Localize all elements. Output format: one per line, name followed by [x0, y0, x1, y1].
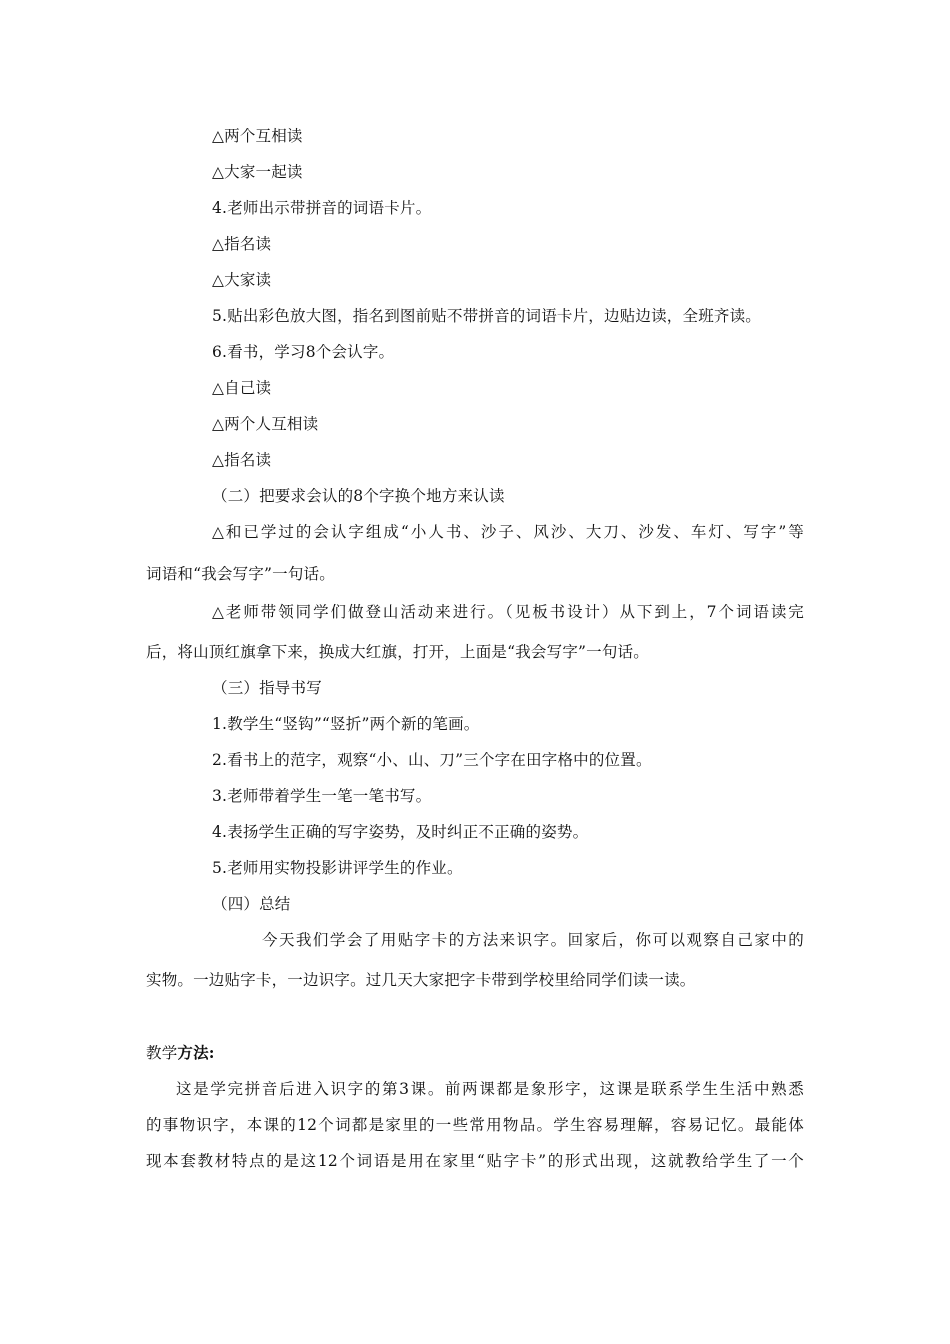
text-line: △指名读	[212, 235, 272, 253]
text-line: △自己读	[212, 379, 272, 397]
text-line: △指名读	[212, 451, 272, 469]
section-heading: （三）指导书写	[212, 679, 322, 697]
text-line: 的事物识字，本课的12个词都是家里的一些常用物品。学生容易理解，容易记忆。最能体	[146, 1116, 804, 1134]
text-line: 今天我们学会了用贴字卡的方法来识字。回家后，你可以观察自己家中的	[262, 931, 804, 949]
text-line: 现本套教材特点的是这12个词语是用在家里“贴字卡”的形式出现，这就教给学生了一个	[146, 1152, 804, 1170]
text-line: △老师带领同学们做登山活动来进行。（见板书设计）从下到上，7个词语读完	[212, 603, 804, 621]
text-line: 词语和“我会写字”一句话。	[146, 565, 335, 583]
text-line: △两个人互相读	[212, 415, 319, 433]
section-heading: （二）把要求会认的8个字换个地方来认读	[212, 487, 505, 505]
text-line: 实物。一边贴字卡，一边识字。过几天大家把字卡带到学校里给同学们读一读。	[146, 971, 696, 989]
text-line: 4.老师出示带拼音的词语卡片。	[212, 199, 432, 217]
method-heading-bold: 方法:	[177, 1043, 215, 1062]
text-line: 2.看书上的范字，观察“小、山、刀”三个字在田字格中的位置。	[212, 751, 652, 769]
method-heading	[146, 1043, 215, 1063]
text-line: △和已学过的会认字组成“小人书、沙子、风沙、大刀、沙发、车灯、写字”等	[212, 523, 804, 541]
section-heading: （四）总结	[212, 895, 291, 913]
text-line: 这是学完拼音后进入识字的第3课。前两课都是象形字，这课是联系学生生活中熟悉	[176, 1080, 804, 1098]
method-heading-normal: 教学	[146, 1044, 178, 1062]
text-line: 1.教学生“竖钩”“竖折”两个新的笔画。	[212, 715, 480, 733]
text-line: 后，将山顶红旗拿下来，换成大红旗，打开，上面是“我会写字”一句话。	[146, 643, 649, 661]
text-line: △大家读	[212, 271, 272, 289]
text-line: △两个互相读	[212, 127, 303, 145]
text-line: 5.老师用实物投影讲评学生的作业。	[212, 859, 463, 877]
text-line: 4.表扬学生正确的写字姿势，及时纠正不正确的姿势。	[212, 823, 589, 841]
text-line: 6.看书，学习8个会认字。	[212, 343, 395, 361]
text-line: 3.老师带着学生一笔一笔书写。	[212, 787, 432, 805]
text-line: 5.贴出彩色放大图，指名到图前贴不带拼音的词语卡片，边贴边读，全班齐读。	[212, 307, 761, 325]
text-line: △大家一起读	[212, 163, 303, 181]
